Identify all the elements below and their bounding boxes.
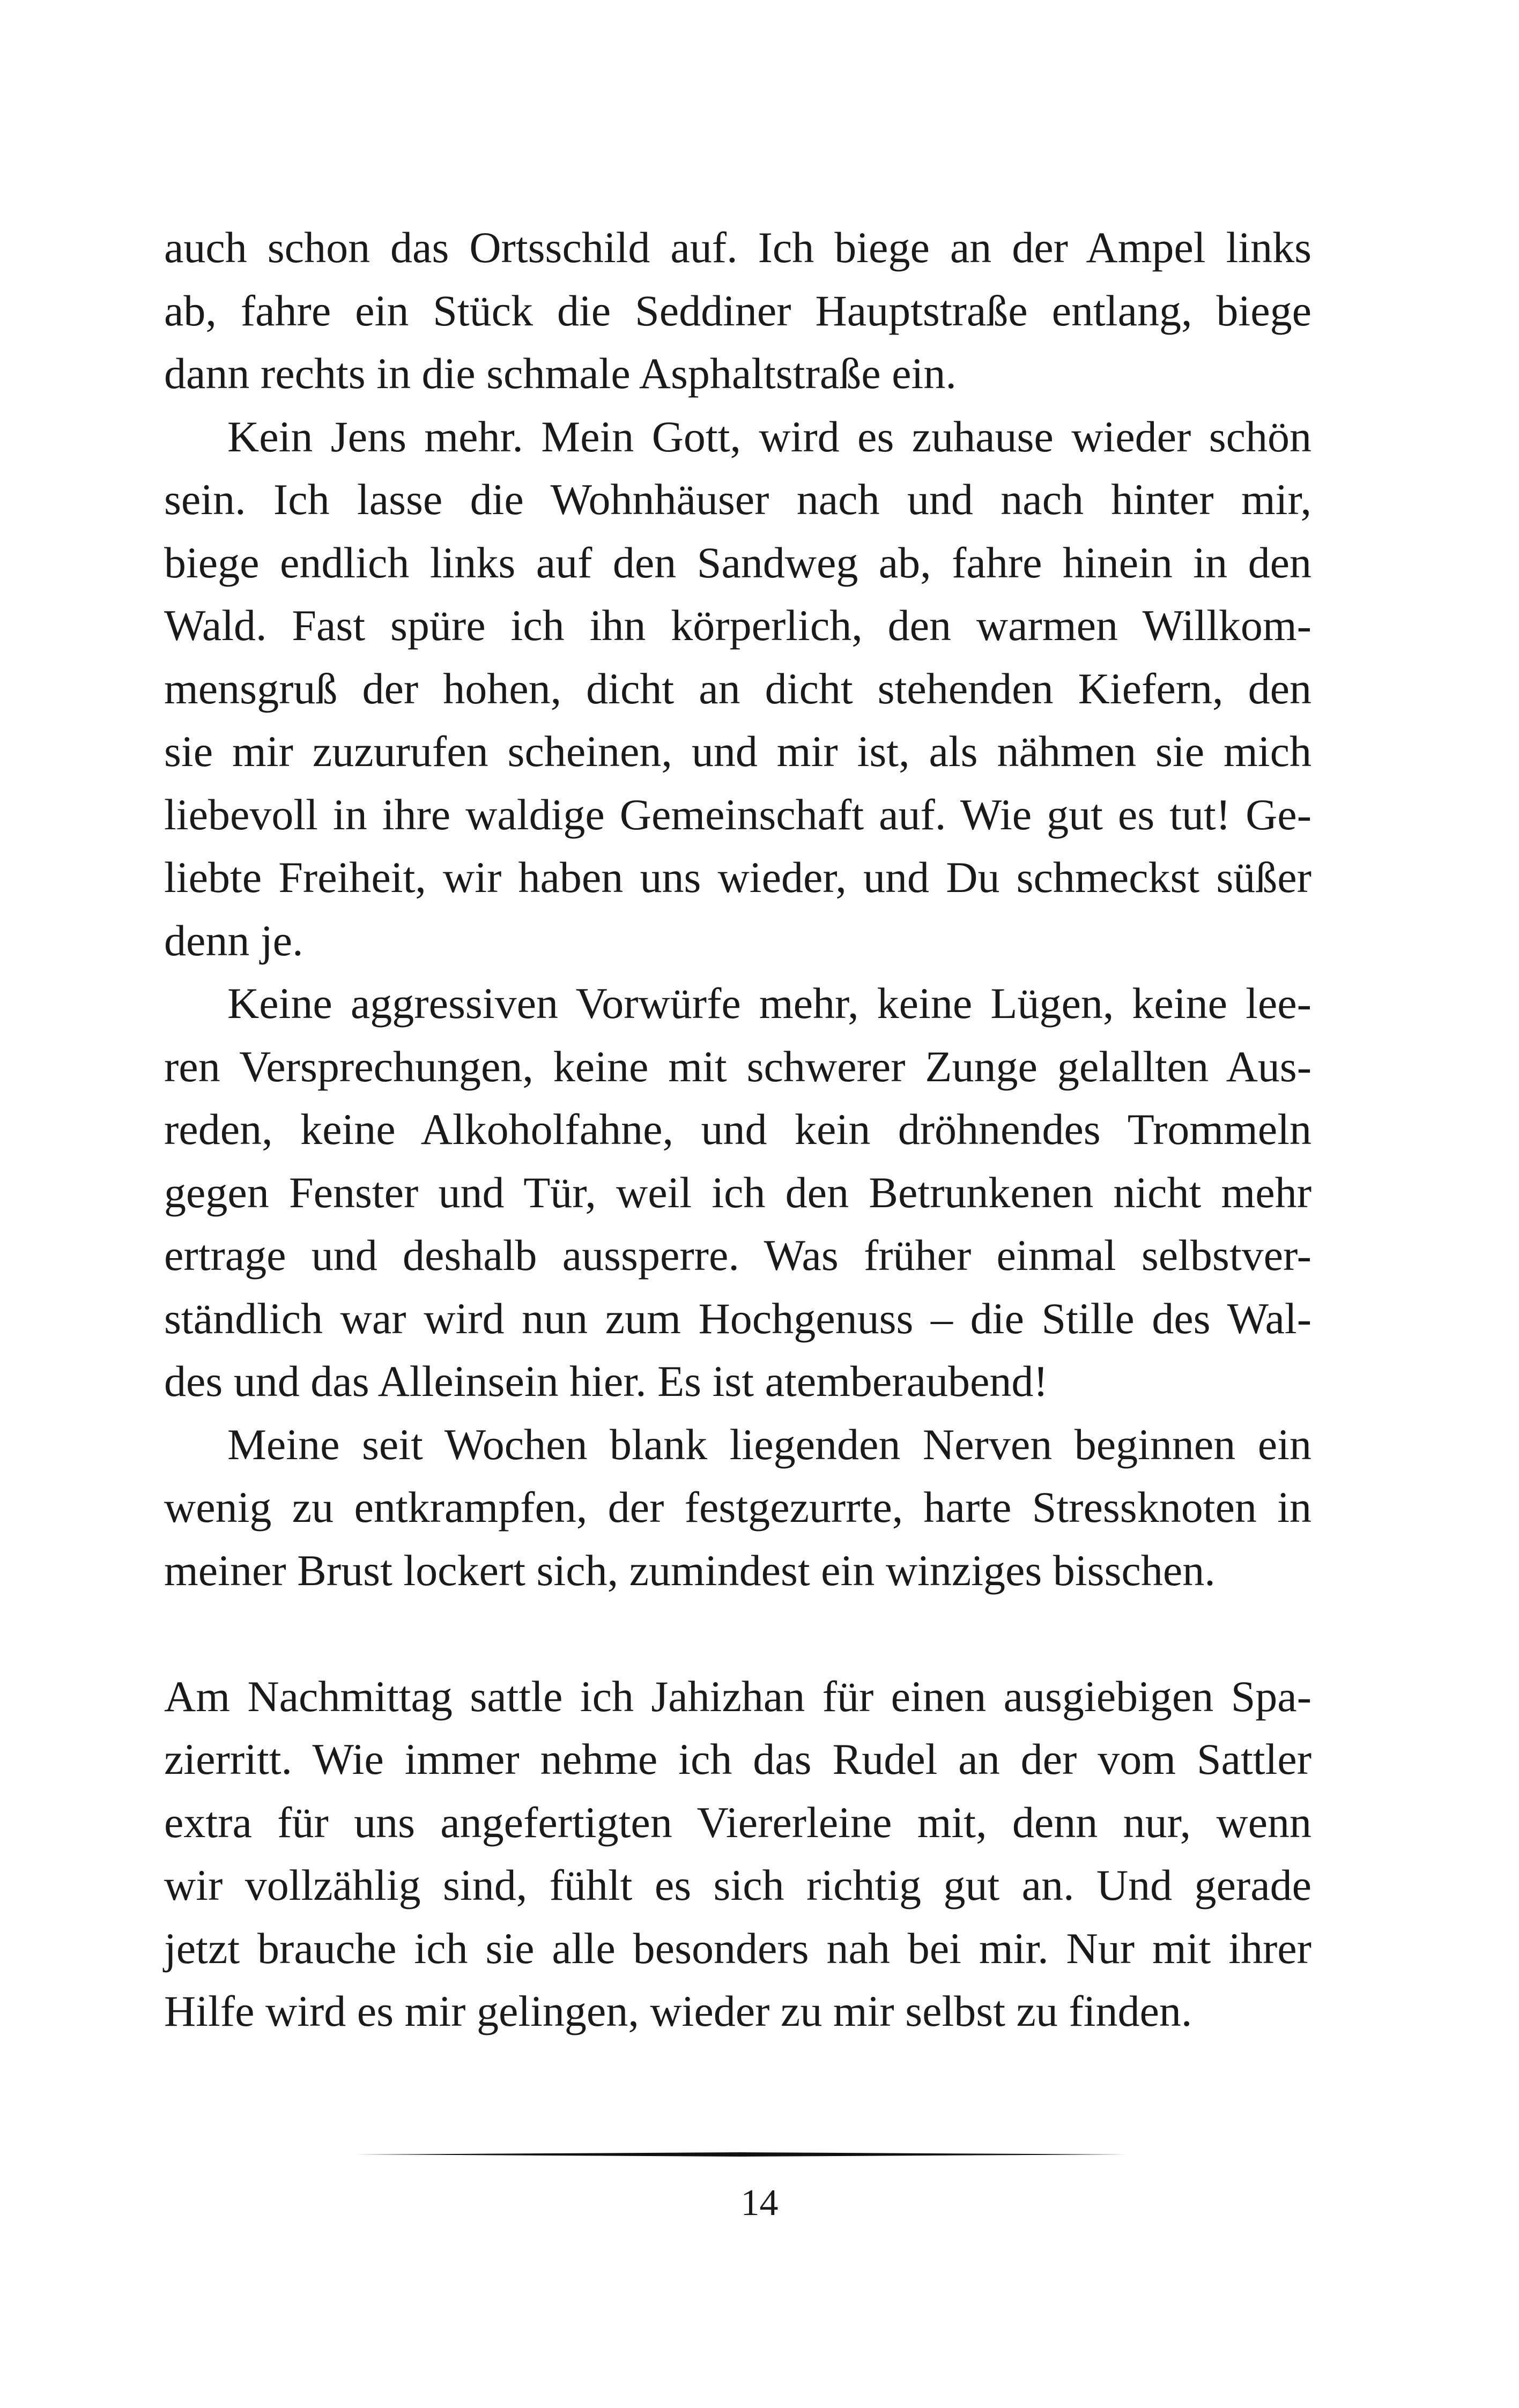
text-line: sie mir zuzurufen scheinen, und mir ist, als nähmen sie mich xyxy=(164,727,1311,776)
page-number: 14 xyxy=(740,2182,779,2224)
text-line: sein. Ich lasse die Wohnhäuser nach und nach hinter mir, xyxy=(164,475,1311,524)
text-line: mensgruß der hohen, dicht an dicht stehenden Kiefern, den xyxy=(164,664,1311,713)
text-line: biege endlich links auf den Sandweg ab, fahre hinein in den xyxy=(164,538,1311,587)
text-line: denn je. xyxy=(164,916,303,965)
paragraph xyxy=(164,1665,1311,2043)
text-line: des und das Alleinsein hier. Es ist atemberaubend! xyxy=(164,1357,1048,1406)
text-line: extra für uns angefertigten Viererleine mit, denn nur, wenn xyxy=(164,1797,1311,1847)
text-line: Keine aggressiven Vorwürfe mehr, keine Lügen, keine lee- xyxy=(227,979,1311,1028)
text-line: wir vollzählig sind, fühlt es sich richtig gut an. Und gerade xyxy=(164,1861,1311,1909)
text-line: auch schon das Ortsschild auf. Ich biege an der Ampel links xyxy=(164,223,1311,272)
text-line: liebte Freiheit, wir haben uns wieder, und Du schmeckst süßer xyxy=(164,853,1311,902)
text-line: Wald. Fast spüre ich ihn körperlich, den warmen Willkom- xyxy=(164,601,1311,650)
text-line: Kein Jens mehr. Mein Gott, wird es zuhause wieder schön xyxy=(227,412,1311,461)
paragraph xyxy=(164,972,1311,1413)
text-line: ständlich war wird nun zum Hochgenuss – die Stille des Wal- xyxy=(164,1294,1311,1343)
text-line: dann rechts in die schmale Asphaltstraße ein. xyxy=(164,349,957,398)
paragraph xyxy=(164,405,1311,972)
text-line: Hilfe wird es mir gelingen, wieder zu mir selbst zu finden. xyxy=(164,1987,1192,2035)
text-line: ren Versprechungen, keine mit schwerer Zunge gelallten Aus- xyxy=(164,1042,1311,1091)
text-line: gegen Fenster und Tür, weil ich den Betrunkenen nicht mehr xyxy=(164,1168,1311,1217)
text-line: zierritt. Wie immer nehme ich das Rudel an der vom Sattler xyxy=(164,1735,1311,1783)
paragraph xyxy=(164,216,1311,405)
text-line: ertrage und deshalb aussperre. Was früher einmal selbstver- xyxy=(164,1231,1311,1280)
text-line: meiner Brust lockert sich, zumindest ein winziges bisschen. xyxy=(164,1545,1216,1595)
text-line: ab, fahre ein Stück die Seddiner Hauptstraße entlang, biege xyxy=(164,286,1311,335)
footer-rule xyxy=(355,2152,1127,2157)
text-line: wenig zu entkrampfen, der festgezurrte, harte Stressknoten in xyxy=(164,1483,1311,1532)
body-text xyxy=(164,216,1311,2043)
paragraph xyxy=(164,1413,1311,1602)
text-line: Meine seit Wochen blank liegenden Nerven beginnen ein xyxy=(227,1419,1311,1469)
text-line: reden, keine Alkoholfahne, und kein dröhnendes Trommeln xyxy=(164,1105,1311,1154)
section-break xyxy=(164,1602,1311,1665)
text-line: jetzt brauche ich sie alle besonders nah bei mir. Nur mit ihrer xyxy=(164,1923,1311,1973)
text-line: Am Nachmittag sattle ich Jahizhan für einen ausgiebigen Spa- xyxy=(164,1671,1311,1721)
text-line: liebevoll in ihre waldige Gemeinschaft auf. Wie gut es tut! Ge- xyxy=(164,790,1311,839)
